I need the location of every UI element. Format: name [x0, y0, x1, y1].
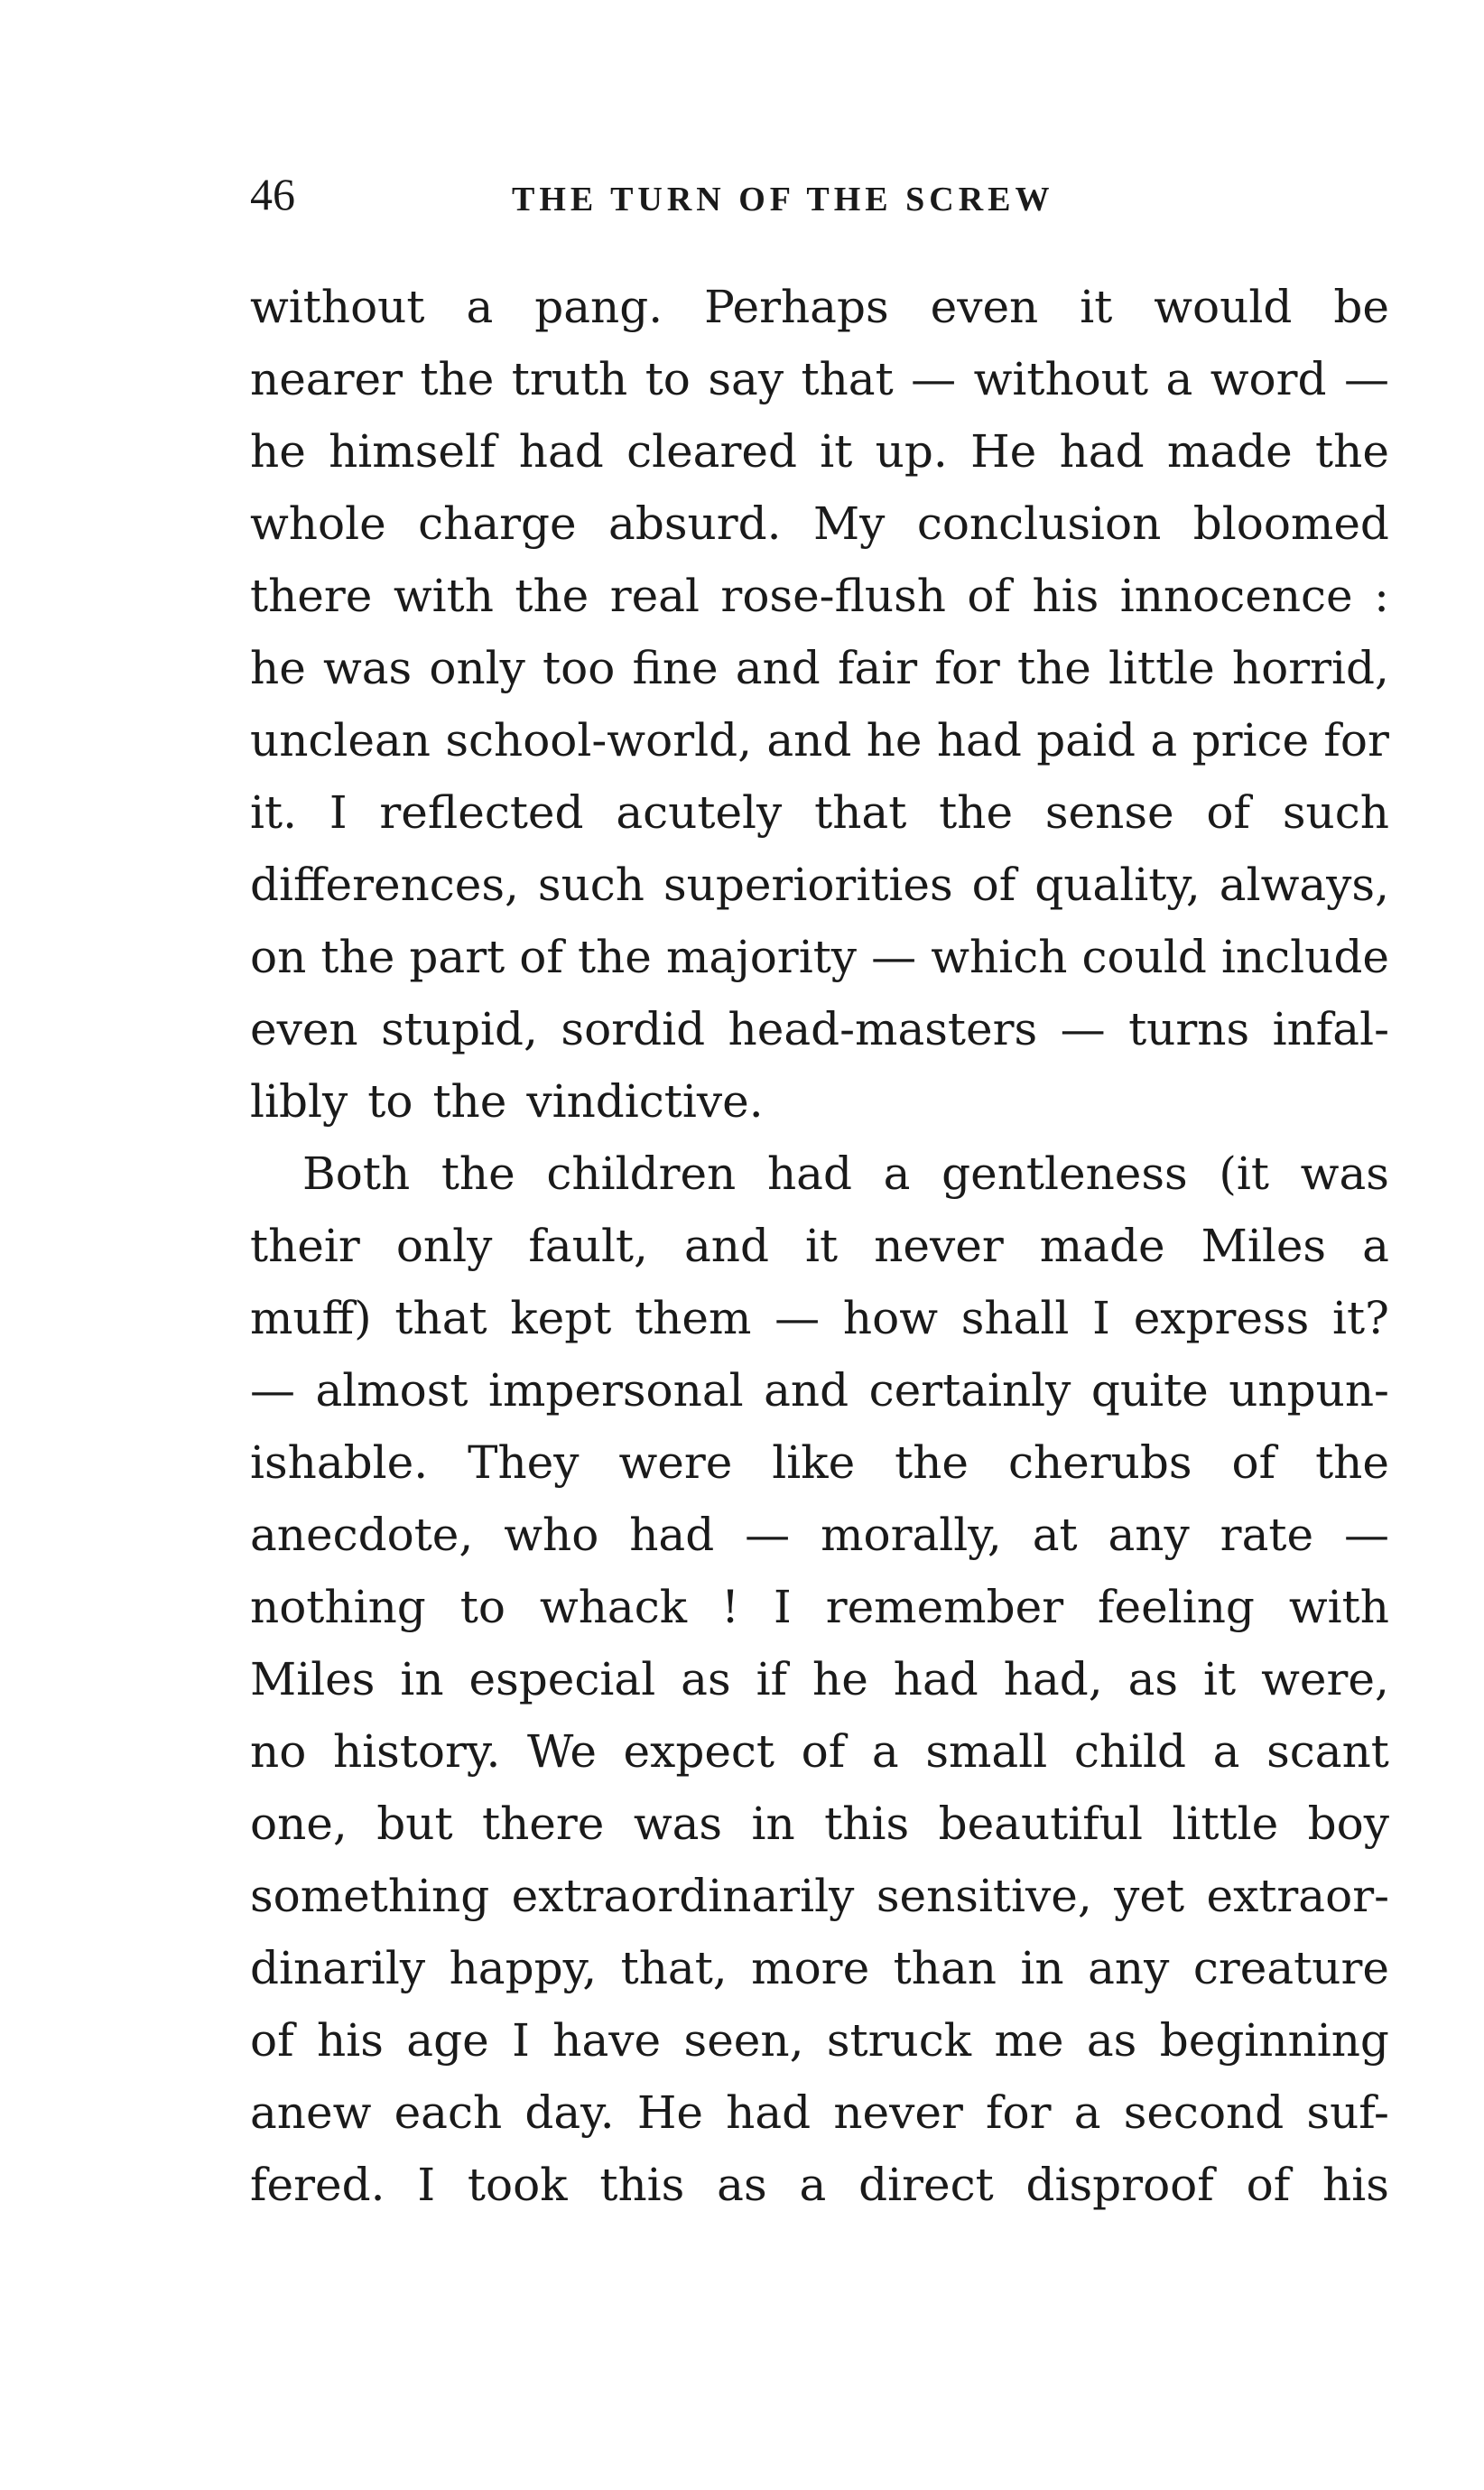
word: infal- [1272, 1003, 1389, 1055]
text-line [250, 776, 1389, 849]
word: had [726, 2086, 812, 2139]
word: libly [250, 1075, 348, 1128]
word: quality, [1034, 859, 1201, 911]
word: — [1343, 1509, 1389, 1561]
word: fair [837, 642, 918, 694]
word: the [420, 353, 495, 405]
word: cherubs [1007, 1436, 1192, 1489]
text-line [250, 993, 1389, 1065]
text-line [250, 1788, 1389, 1860]
word: sensitive, [876, 1870, 1092, 1922]
word: sense [1044, 786, 1174, 839]
word: pang. [534, 281, 663, 333]
word: like [772, 1436, 856, 1489]
word: he [250, 642, 306, 694]
word: nearer [250, 353, 403, 405]
word: a [1150, 714, 1178, 767]
word: for [986, 2086, 1052, 2139]
word: boy [1307, 1798, 1389, 1850]
word: in [751, 1798, 795, 1850]
word: feeling [1098, 1581, 1255, 1633]
word: unclean [250, 714, 431, 767]
word: as [1086, 2014, 1137, 2067]
word: price [1192, 714, 1310, 767]
word: say [708, 353, 784, 405]
word: as [681, 1653, 731, 1705]
word: with [1288, 1581, 1389, 1633]
word: impersonal [487, 1364, 744, 1417]
word: children [546, 1147, 737, 1200]
word: acutely [616, 786, 783, 839]
word: had [629, 1509, 715, 1561]
word: made [1166, 425, 1293, 478]
text-line [250, 1426, 1389, 1499]
word: and [766, 714, 852, 767]
word: which [931, 931, 1068, 983]
word: that, [620, 1942, 728, 1994]
word: charge [418, 497, 577, 550]
word: too [543, 642, 616, 694]
word: had [766, 1147, 852, 1200]
word: the [1315, 1436, 1389, 1489]
word: in [400, 1653, 444, 1705]
word: part [409, 931, 505, 983]
word: of [971, 859, 1016, 911]
text-line [250, 1065, 1389, 1138]
word: extraor- [1206, 1870, 1389, 1922]
word: Miles [1201, 1220, 1327, 1272]
word: as [717, 2159, 767, 2211]
word: it? [1332, 1292, 1389, 1344]
text-line [250, 343, 1389, 415]
word: cleared [626, 425, 797, 478]
word: a [883, 1147, 911, 1200]
text-line [250, 1210, 1389, 1282]
word: of [250, 2014, 294, 2067]
word: remember [825, 1581, 1064, 1633]
word: little [1108, 642, 1215, 694]
word: had [518, 425, 604, 478]
word: second [1123, 2086, 1285, 2139]
word: the [1315, 425, 1389, 478]
word: They [468, 1436, 580, 1489]
word: but [376, 1798, 453, 1850]
word: fine [632, 642, 719, 694]
word: he [866, 714, 923, 767]
text-line [250, 1860, 1389, 1932]
text-line [250, 2004, 1389, 2077]
word: always, [1219, 859, 1389, 911]
word: superiorities [663, 859, 953, 911]
word: there [250, 570, 373, 622]
word: and [735, 642, 821, 694]
word: Perhaps [704, 281, 889, 333]
word: was [1300, 1147, 1389, 1200]
word: absurd. [608, 497, 782, 550]
word: it [820, 425, 853, 478]
word: unpun- [1229, 1364, 1389, 1417]
word: of [519, 931, 563, 983]
word: certainly [868, 1364, 1071, 1417]
word: a [1212, 1725, 1240, 1778]
word: his [1322, 2159, 1389, 2211]
word: them [635, 1292, 752, 1344]
word: paid [1036, 714, 1136, 767]
word: expect [623, 1725, 775, 1778]
word: of [1231, 1436, 1276, 1489]
word: school-world, [445, 714, 752, 767]
word: this [824, 1798, 910, 1850]
word: : [1374, 570, 1389, 622]
word: beautiful [938, 1798, 1143, 1850]
word: I [1092, 1292, 1110, 1344]
word: his [1032, 570, 1099, 622]
text-line [250, 2077, 1389, 2149]
word: especial [468, 1653, 656, 1705]
word: — [1060, 1003, 1106, 1055]
book-title: THE TURN OF THE SCREW [512, 181, 1054, 218]
word: had [936, 714, 1022, 767]
word: of [801, 1725, 846, 1778]
word: the [432, 1075, 507, 1128]
word: be [1333, 281, 1389, 333]
word: there [481, 1798, 605, 1850]
word: it [805, 1220, 839, 1272]
word: never [874, 1220, 1004, 1272]
word: truth [511, 353, 628, 405]
word: was [322, 642, 413, 694]
word: I [417, 2159, 436, 2211]
word: rate [1220, 1509, 1314, 1561]
word: — [774, 1292, 821, 1344]
word: My [812, 497, 886, 550]
word: were, [1261, 1653, 1389, 1705]
word: innocence [1119, 570, 1353, 622]
word: word [1210, 353, 1327, 405]
word: only [429, 642, 525, 694]
word: could [1081, 931, 1207, 983]
word: never [833, 2086, 963, 2139]
word: majority [665, 931, 858, 983]
word: on [250, 931, 307, 983]
word: than [893, 1942, 997, 1994]
word: that [801, 353, 894, 405]
word: his [317, 2014, 384, 2067]
text-line [250, 271, 1389, 343]
word: with [393, 570, 494, 622]
word: reflected [379, 786, 584, 839]
word: would [1154, 281, 1293, 333]
word: each [394, 2086, 503, 2139]
word: the [939, 786, 1014, 839]
word: their [250, 1220, 360, 1272]
word: I [773, 1581, 792, 1633]
word: anecdote, [250, 1509, 474, 1561]
word: kept [510, 1292, 612, 1344]
word: gentleness [941, 1147, 1188, 1200]
word: for [934, 642, 1000, 694]
word: little [1172, 1798, 1279, 1850]
word: — [1344, 353, 1389, 405]
word: I [512, 2014, 530, 2067]
word: differences, [250, 859, 519, 911]
text-line [250, 704, 1389, 776]
text-line [250, 1354, 1389, 1426]
word: if [756, 1653, 788, 1705]
word: small [925, 1725, 1048, 1778]
word: — [911, 353, 957, 405]
word: a [1362, 1220, 1389, 1272]
word: rose-flush [720, 570, 946, 622]
word: such [537, 859, 645, 911]
word: yet [1114, 1870, 1185, 1922]
word: He [970, 425, 1037, 478]
word: a [1165, 353, 1193, 405]
word: happy, [449, 1942, 598, 1994]
text-line [250, 1715, 1389, 1788]
word: to [645, 353, 691, 405]
word: Miles [250, 1653, 376, 1705]
word: horrid, [1231, 642, 1389, 694]
word: seen, [683, 2014, 804, 2067]
word: disproof [1025, 2159, 1214, 2211]
word: the [320, 931, 395, 983]
page-number: 46 [250, 169, 295, 219]
text-line [250, 632, 1389, 704]
word: fered. [250, 2159, 385, 2211]
word: the [1016, 642, 1091, 694]
word: the [895, 1436, 969, 1489]
word: muff) [250, 1292, 372, 1344]
word: any [1088, 1942, 1170, 1994]
word: had [1059, 425, 1145, 478]
word: turns [1128, 1003, 1250, 1055]
word: up. [875, 425, 948, 478]
word: was [633, 1798, 723, 1850]
word: ishable. [250, 1436, 429, 1489]
word: We [527, 1725, 597, 1778]
word: that [394, 1292, 487, 1344]
word: something [250, 1870, 490, 1922]
word: beginning [1159, 2014, 1389, 2067]
word: nothing [250, 1581, 426, 1633]
word: me [994, 2014, 1064, 2067]
word: suf- [1306, 2086, 1389, 2139]
word: vindictive. [526, 1075, 764, 1128]
text-line [250, 1499, 1389, 1571]
word: — [871, 931, 917, 983]
word: that [814, 786, 907, 839]
word: (it [1219, 1147, 1269, 1200]
word: Both [302, 1147, 411, 1200]
word: only [395, 1220, 493, 1272]
word: it [1203, 1653, 1237, 1705]
word: as [1127, 1653, 1179, 1705]
word: had [893, 1653, 979, 1705]
word: of [967, 570, 1012, 622]
word: — [745, 1509, 791, 1561]
word: age [406, 2014, 489, 2067]
text-line [250, 2149, 1389, 2221]
word: shall [960, 1292, 1070, 1344]
word: a [1073, 2086, 1101, 2139]
word: and [764, 1364, 849, 1417]
word: who [504, 1509, 599, 1561]
word: have [552, 2014, 662, 2067]
word: made [1039, 1220, 1165, 1272]
word: bloomed [1192, 497, 1389, 550]
text-line [250, 1138, 1389, 1210]
word: and [683, 1220, 769, 1272]
word: He [636, 2086, 704, 2139]
text-line [250, 415, 1389, 488]
word: one, [250, 1798, 348, 1850]
word: of [1246, 2159, 1291, 2211]
word: the [441, 1147, 515, 1200]
text-line [250, 849, 1389, 921]
text-line [250, 488, 1389, 560]
word: took [467, 2159, 568, 2211]
word: dinarily [250, 1942, 426, 1994]
text-line [250, 560, 1389, 632]
word: history. [332, 1725, 501, 1778]
word: almost [315, 1364, 468, 1417]
text-line [250, 1643, 1389, 1715]
word: struck [826, 2014, 972, 2067]
word: conclusion [916, 497, 1162, 550]
word: express [1133, 1292, 1310, 1344]
word: sordid [561, 1003, 706, 1055]
word: were [618, 1436, 733, 1489]
word: — [250, 1364, 295, 1417]
word: day. [524, 2086, 615, 2139]
word: he [812, 1653, 868, 1705]
word: even [250, 1003, 358, 1055]
word: real [609, 570, 700, 622]
text-line [250, 921, 1389, 993]
word: morally, [821, 1509, 1002, 1561]
word: stupid, [381, 1003, 538, 1055]
word: in [1020, 1942, 1064, 1994]
word: it [1080, 281, 1113, 333]
word: include [1220, 931, 1389, 983]
word: himself [329, 425, 496, 478]
word: it. [250, 786, 297, 839]
word: at [1032, 1509, 1078, 1561]
word: even [930, 281, 1039, 333]
word: any [1108, 1509, 1190, 1561]
word: anew [250, 2086, 372, 2139]
word: he [250, 425, 306, 478]
word: direct [858, 2159, 994, 2211]
word: a [466, 281, 494, 333]
word: how [842, 1292, 939, 1344]
word: quite [1090, 1364, 1209, 1417]
word: without [250, 281, 425, 333]
word: child [1073, 1725, 1187, 1778]
word: to [459, 1581, 505, 1633]
word: the [515, 570, 589, 622]
word: a [871, 1725, 899, 1778]
word: this [599, 2159, 685, 2211]
word: of [1206, 786, 1251, 839]
word: extraordinarily [511, 1870, 855, 1922]
text-line [250, 1571, 1389, 1643]
word: without [973, 353, 1149, 405]
text-line [250, 1282, 1389, 1354]
word: ! [720, 1581, 740, 1633]
word: the [578, 931, 652, 983]
word: such [1282, 786, 1389, 839]
body-text [250, 271, 1389, 2221]
word: creature [1192, 1942, 1389, 1994]
word: scant [1266, 1725, 1389, 1778]
word: whack [539, 1581, 688, 1633]
word: to [367, 1075, 413, 1128]
word: fault, [528, 1220, 648, 1272]
word: head-masters [728, 1003, 1038, 1055]
word: whole [250, 497, 386, 550]
word: more [751, 1942, 870, 1994]
word: a [799, 2159, 827, 2211]
text-line [250, 1932, 1389, 2004]
word: for [1323, 714, 1389, 767]
running-head [250, 163, 1387, 226]
word: had, [1003, 1653, 1103, 1705]
word: no [250, 1725, 307, 1778]
word: I [329, 786, 348, 839]
